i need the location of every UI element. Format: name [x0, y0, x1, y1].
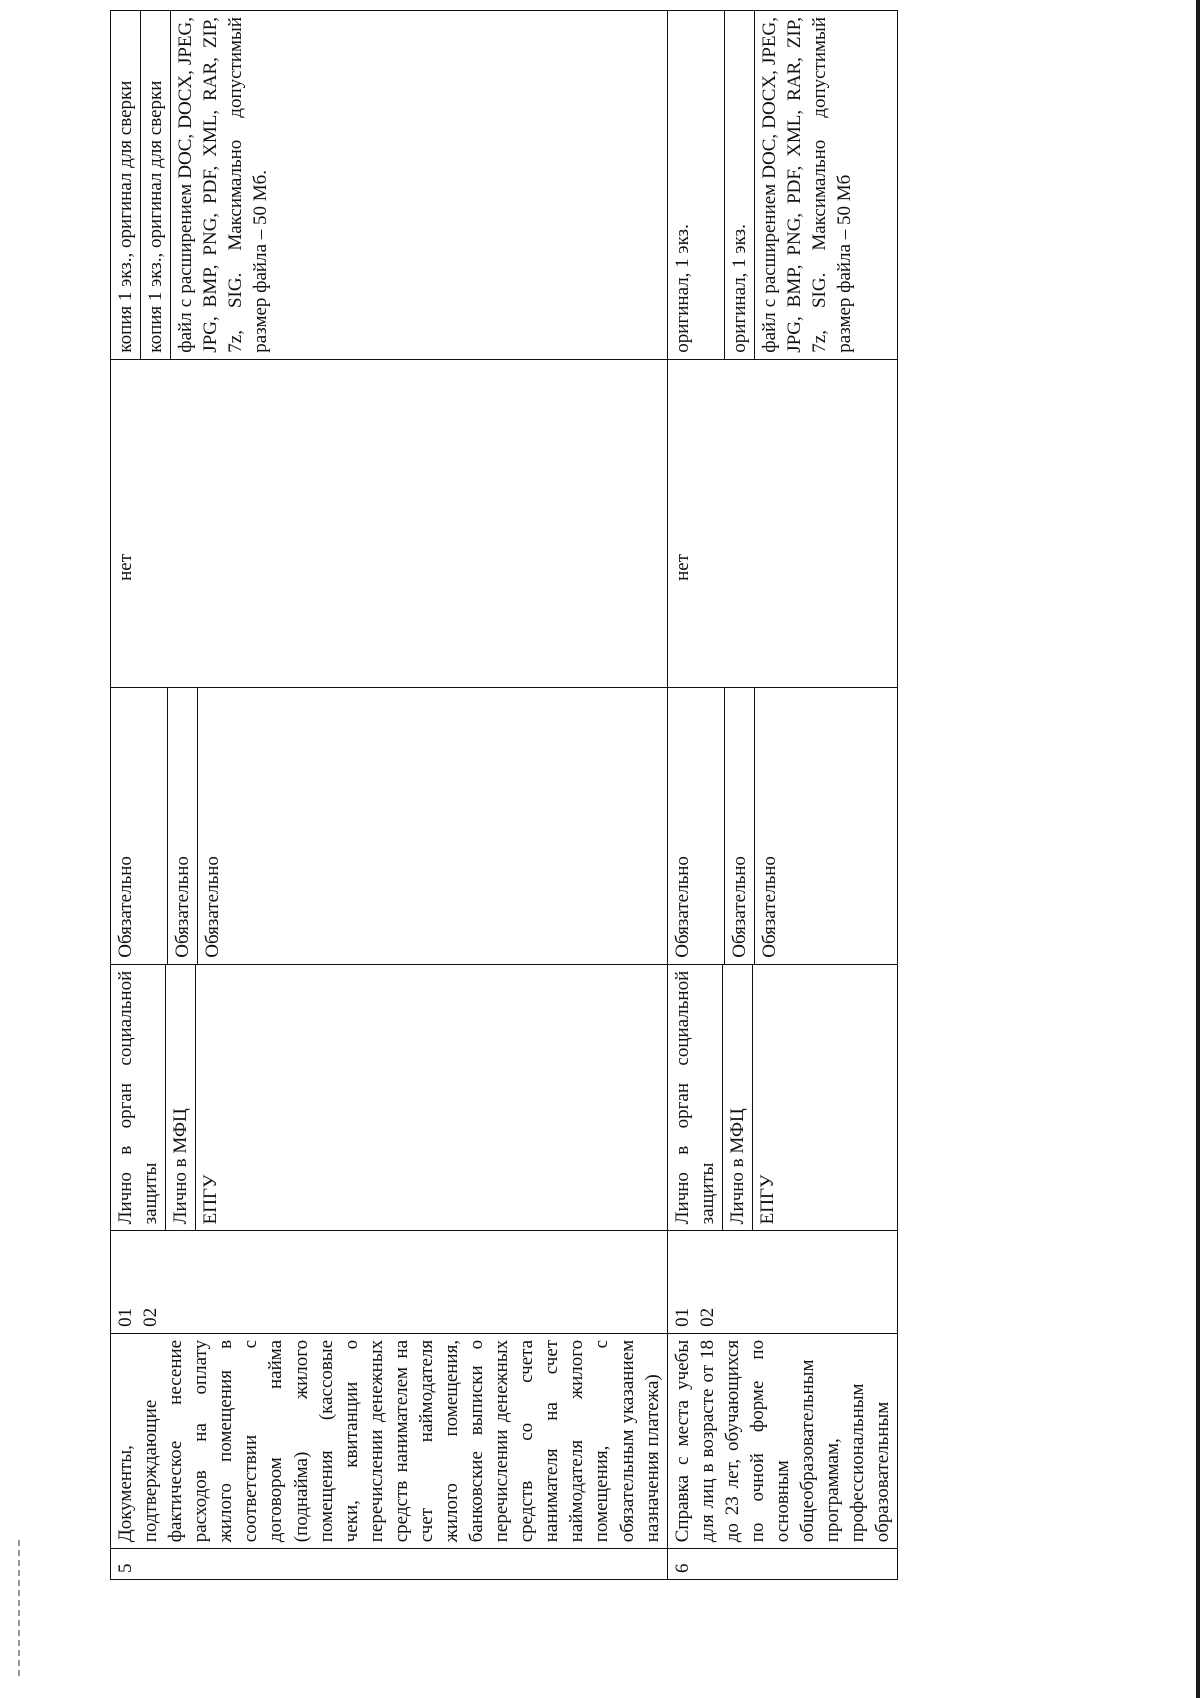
requirement-item: Обязательно	[754, 688, 784, 964]
table-row	[111, 11, 668, 1580]
way-item: Лично в МФЦ	[165, 965, 195, 1231]
document-name: Справка с места учебы для лиц в возрасте от 18 до 23 лет, обучающихся по очной форме по основным общеобразовательным программам, профессиональным образовательным	[667, 1333, 898, 1548]
code-item: 02	[140, 1307, 162, 1327]
requirement-item: Обязательно	[197, 688, 227, 964]
document-form	[111, 11, 668, 360]
form-item: копия 1 экз., оригинал для сверки	[140, 11, 170, 359]
way-item: ЕПГУ	[752, 965, 837, 1231]
page-edge	[1196, 0, 1200, 1698]
way-item: ЕПГУ	[195, 965, 440, 1231]
form-item: файл с расширением DOC, DOCX, JPEG, JPG, BMP, PNG, PDF, XML, RAR, ZIP, 7z, SIG. Максимально допустимый размер файла – 50 Мб.	[170, 11, 275, 359]
way-item: Лично в орган социальной защиты	[671, 970, 718, 1225]
code-item: 02	[696, 1307, 718, 1327]
scan-margin-mark	[18, 1540, 20, 1680]
table-body	[111, 11, 898, 1580]
row-number: 5	[111, 1549, 668, 1580]
rotated-sheet	[110, 0, 1110, 1580]
form-item: копия 1 экз., оригинал для сверки	[115, 80, 136, 353]
form-item: файл с расширением DOC, DOCX, JPEG, JPG, BMP, PNG, PDF, XML, RAR, ZIP, 7z, SIG. Максимально допустимый размер файла – 50 Мб	[754, 11, 859, 359]
requirement	[111, 687, 668, 964]
documents-table	[110, 10, 898, 1580]
way-item: Лично в орган социальной защиты	[115, 970, 162, 1225]
receipt-info	[667, 359, 898, 687]
requirement-item: Обязательно	[724, 688, 754, 964]
requirement-item: Обязательно	[115, 856, 136, 958]
code-list	[111, 1231, 668, 1334]
document-form	[667, 11, 898, 360]
code-item: 01	[671, 1307, 693, 1327]
requirement-item: Обязательно	[671, 856, 693, 958]
receipt-value: нет	[671, 553, 693, 581]
row-number: 6	[667, 1549, 898, 1580]
table-row	[667, 11, 898, 1580]
requirement	[667, 687, 898, 964]
form-item: оригинал, 1 экз.	[724, 11, 754, 359]
way-item: Лично в МФЦ	[722, 965, 752, 1231]
code-list	[667, 1231, 898, 1334]
form-item: оригинал, 1 экз.	[671, 224, 693, 353]
code-item: 01	[115, 1307, 136, 1327]
submission-ways	[667, 964, 898, 1231]
receipt-info	[111, 359, 668, 687]
document-name: Документы, подтверждающие фактическое несение расходов на оплату жилого помещения в соответствии с договором найма (поднайма) жилого помещения (кассовые чеки, квитанции о перечислении денежных средств нанимателем на счет наймодателя жилого помещения, банковские выписки о перечислении денежных средств со счета нанимателя на счет наймодателя жилого помещения, с обязательным указанием назначения платежа)	[111, 1333, 668, 1548]
receipt-value: нет	[115, 553, 136, 581]
requirement-item: Обязательно	[167, 688, 197, 964]
submission-ways	[111, 964, 668, 1231]
